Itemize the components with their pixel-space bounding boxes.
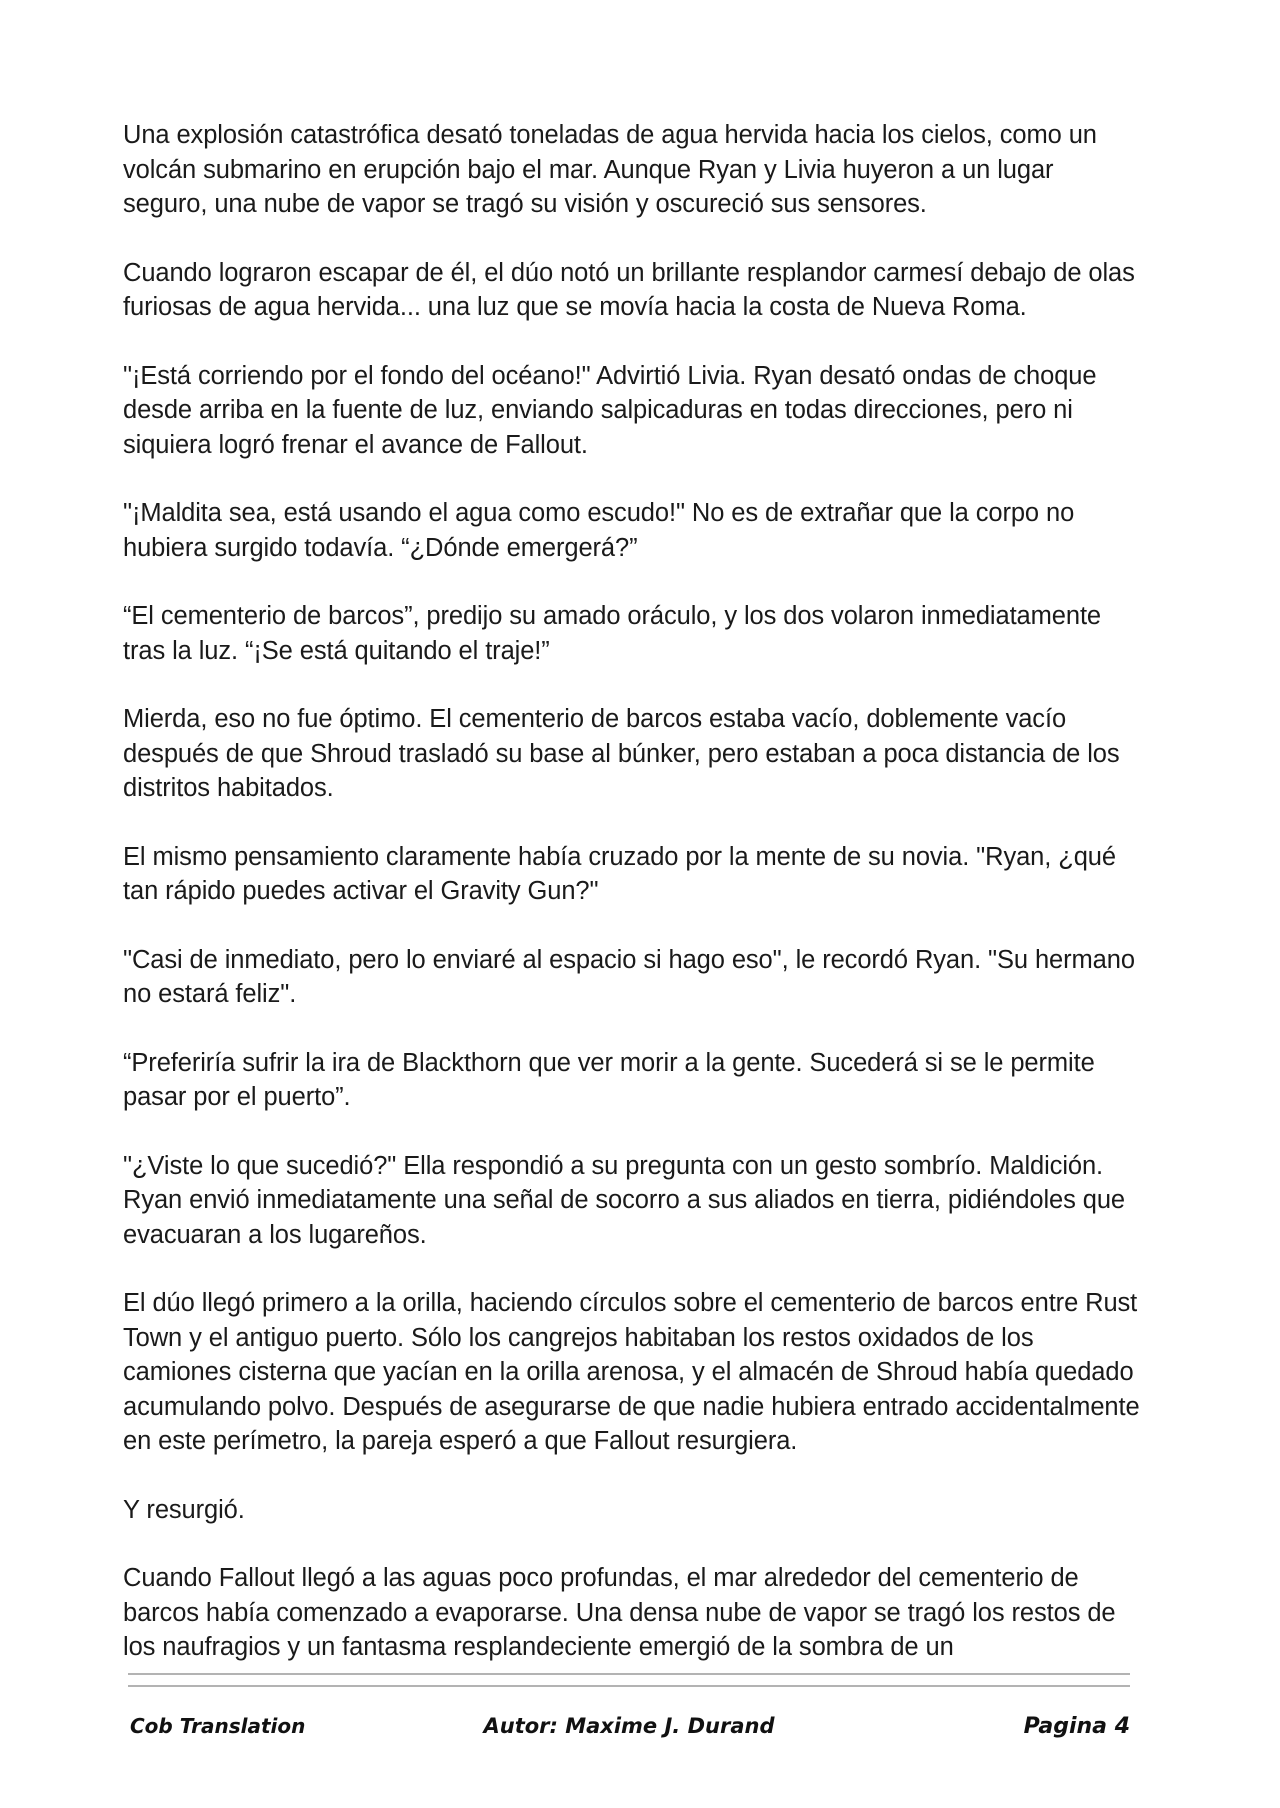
paragraph-8: "Casi de inmediato, pero lo enviaré al espacio si hago eso", le recordó Ryan. "Su hermano no estará feliz". (123, 945, 1135, 1008)
paragraph-5: “El cementerio de barcos”, predijo su amado oráculo, y los dos volaron inmediatamente tras la luz. “¡Se está quitando el traje!” (123, 602, 1102, 665)
paragraph-6: Mierda, eso no fue óptimo. El cementerio de barcos estaba vacío, doblemente vacío después de que Shroud trasladó su base al búnker, pero estaban a poca distancia de los distritos habitados. (123, 705, 1120, 802)
paragraph-7: El mismo pensamiento claramente había cruzado por la mente de su novia. "Ryan, ¿qué tan rápido puedes activar el Gravity Gun?" (123, 842, 1116, 905)
paragraph-1: Una explosión catastrófica desató toneladas de agua hervida hacia los cielos, como un volcán submarino en erupción bajo el mar. Aunque Ryan y Livia huyeron a un lugar seguro, una nube de vapor se tragó su visión y oscureció sus sensores. (123, 121, 1097, 218)
paragraph-12: Y resurgió. (123, 1495, 245, 1524)
footer-translation-credit: Cob Translation (130, 1714, 306, 1738)
footer-divider-bottom (128, 1685, 1130, 1687)
paragraph-11: El dúo llegó primero a la orilla, haciendo círculos sobre el cementerio de barcos entre Rust Town y el antiguo puerto. Sólo los cangrejos habitaban los restos oxidados de los camiones cisterna que yacían en la orilla arenosa, y el almacén de Shroud había quedado acumulando polvo. Después de asegurarse de que nadie hubiera entrado accidentalmente en este perímetro, la pareja esperó a que Fallout resurgiera. (123, 1289, 1140, 1455)
footer-author: Autor: Maxime J. Durand (483, 1714, 775, 1738)
footer-divider-top (128, 1673, 1130, 1675)
paragraph-10: "¿Viste lo que sucedió?" Ella respondió a su pregunta con un gesto sombrío. Maldición. Ryan envió inmediatamente una señal de socorro a sus aliados en tierra, pidiéndoles que evacuaran a los lugareños. (123, 1151, 1126, 1249)
document-body (123, 118, 1143, 1699)
paragraph-3: "¡Está corriendo por el fondo del océano!" Advirtió Livia. Ryan desató ondas de choque desde arriba en la fuente de luz, enviando salpicaduras en todas direcciones, pero ni siquiera logró frenar el avance de Fallout. (123, 361, 1097, 459)
page-footer (128, 1714, 1130, 1750)
paragraph-2: Cuando lograron escapar de él, el dúo notó un brillante resplandor carmesí debajo de olas furiosas de agua hervida... una luz que se movía hacia la costa de Nueva Roma. (123, 258, 1135, 321)
footer-page-number: Pagina 4 (1023, 1714, 1130, 1739)
paragraph-4: "¡Maldita sea, está usando el agua como escudo!" No es de extrañar que la corpo no hubiera surgido todavía. “¿Dónde emergerá?” (123, 499, 1075, 562)
paragraph-13: Cuando Fallout llegó a las aguas poco profundas, el mar alrededor del cementerio de barcos había comenzado a evaporarse. Una densa nube de vapor se tragó los restos de los naufragios y un fantasma resplandeciente emergió de la sombra de un (123, 1564, 1116, 1661)
paragraph-9: “Preferiría sufrir la ira de Blackthorn que ver morir a la gente. Sucederá si se le permite pasar por el puerto”. (123, 1048, 1095, 1111)
